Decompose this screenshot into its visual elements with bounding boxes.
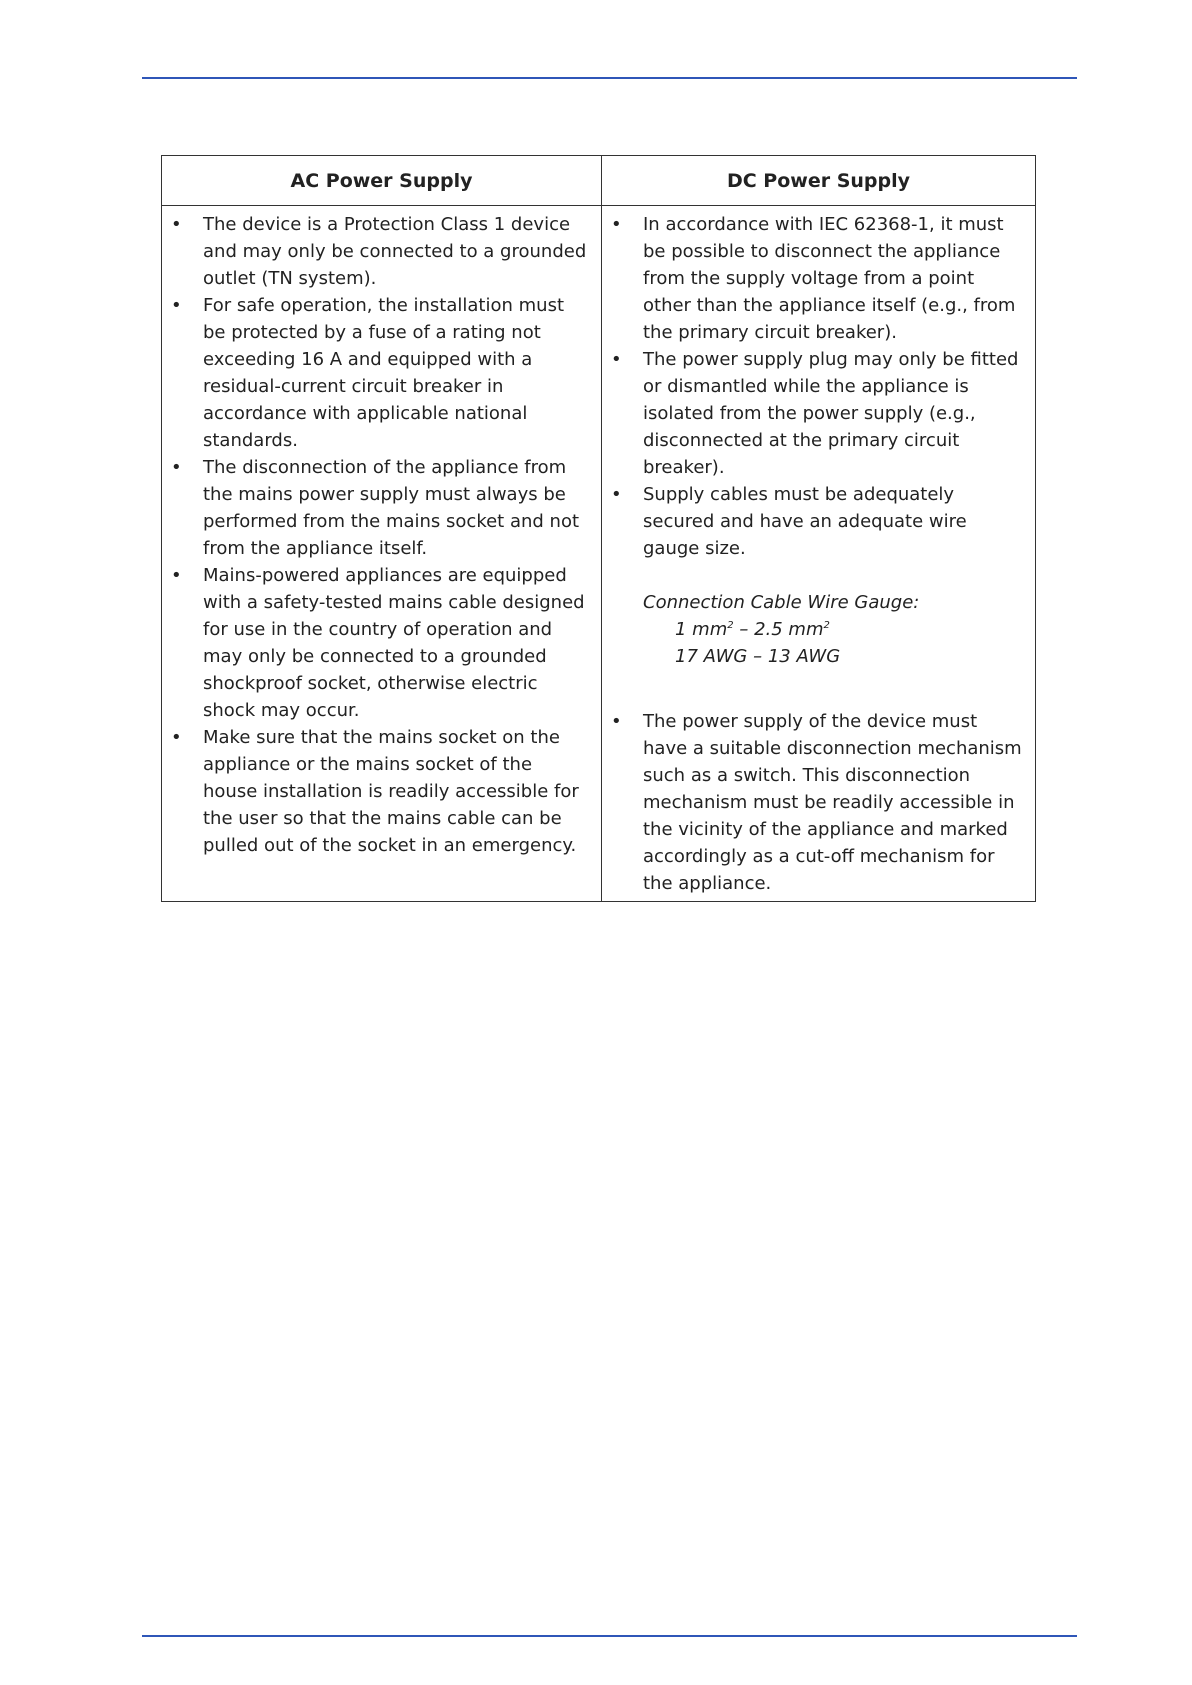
bullet-icon: •: [611, 711, 622, 732]
list-item-text: The power supply of the device must have a suitable disconnection mechanism such as a switch. This disconnection mechanism must be readily accessible in the vicinity of the appliance and marked accordingly as a cut-off mechanism for the appliance.: [643, 711, 1022, 894]
spacer: [602, 670, 1025, 708]
bullet-icon: •: [611, 349, 622, 370]
list-item-text: The device is a Protection Class 1 device and may only be connected to a grounded outlet (TN system).: [203, 214, 587, 289]
list-item: [162, 454, 591, 562]
list-item: [162, 724, 591, 859]
bullet-icon: •: [171, 457, 182, 478]
ac-header: AC Power Supply: [162, 156, 602, 206]
ac-cell: [162, 206, 602, 902]
header-rule: [142, 77, 1077, 79]
ac-list: [162, 211, 591, 859]
list-item: [162, 292, 591, 454]
list-item-text: In accordance with IEC 62368-1, it must be possible to disconnect the appliance from the supply voltage from a point other than the appliance itself (e.g., from the primary circuit breaker).: [643, 214, 1016, 343]
table-body-row: [162, 206, 1036, 902]
list-item: [162, 562, 591, 724]
bullet-icon: •: [611, 484, 622, 505]
bullet-icon: •: [171, 214, 182, 235]
list-item: [162, 211, 591, 292]
wire-gauge-mm: [602, 616, 1025, 643]
list-item-text: The disconnection of the appliance from the mains power supply must always be performed from the mains socket and not from the appliance itself.: [203, 457, 580, 559]
list-item-text: The power supply plug may only be fitted or dismantled while the appliance is isolated from the power supply (e.g., disconnected at the primary circuit breaker).: [643, 349, 1019, 478]
bullet-icon: •: [171, 727, 182, 748]
bullet-icon: •: [171, 565, 182, 586]
dc-list-2: [602, 708, 1025, 897]
list-item-text: Make sure that the mains socket on the appliance or the mains socket of the house installation is readily accessible for the user so that the mains cable can be pulled out of the socket in an emergency.: [203, 727, 579, 856]
list-item: [602, 346, 1025, 481]
bullet-icon: •: [171, 295, 182, 316]
gauge-mm-min: 1 mm: [675, 619, 728, 640]
superscript: 2: [823, 620, 830, 631]
list-item-text: For safe operation, the installation must be protected by a fuse of a rating not exceeding 16 A and equipped with a residual-current circuit breaker in accordance with applicable national standards.: [203, 295, 565, 451]
list-item: [602, 211, 1025, 346]
dc-list: [602, 211, 1025, 562]
list-item-text: Mains-powered appliances are equipped with a safety-tested mains cable designed for use in the country of operation and may only be connected to a grounded shockproof socket, otherwise electric shock may occur.: [203, 565, 585, 721]
footer-rule: [142, 1635, 1077, 1637]
superscript: 2: [727, 620, 734, 631]
dc-header: DC Power Supply: [602, 156, 1036, 206]
bullet-icon: •: [611, 214, 622, 235]
dc-cell: [602, 206, 1036, 902]
list-item: [602, 708, 1025, 897]
list-item-text: Supply cables must be adequately secured and have an adequate wire gauge size.: [643, 484, 967, 559]
power-supply-table: [161, 155, 1036, 902]
wire-gauge-title: Connection Cable Wire Gauge:: [643, 592, 920, 613]
gauge-mm-max: – 2.5 mm: [733, 619, 824, 640]
table-header-row: [162, 156, 1036, 206]
list-item: [602, 481, 1025, 562]
wire-gauge-awg: 17 AWG – 13 AWG: [675, 646, 841, 667]
